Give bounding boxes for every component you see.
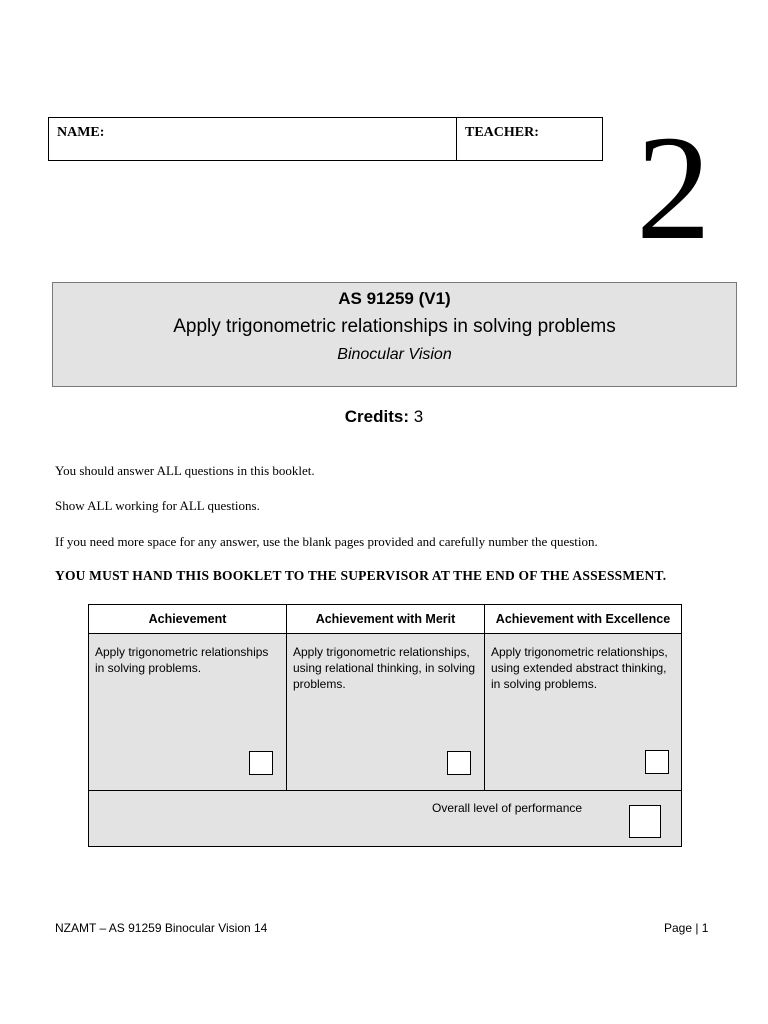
booklet-subtitle: Binocular Vision xyxy=(337,346,452,363)
credits-line xyxy=(0,407,768,427)
teacher-label: TEACHER: xyxy=(465,125,539,140)
standard-code: AS 91259 (V1) xyxy=(338,289,451,308)
excellence-text: Apply trigonometric relationships, using extended abstract thinking, in solving problems. xyxy=(491,645,668,691)
credits-value: 3 xyxy=(413,407,424,426)
overall-label: Overall level of performance xyxy=(432,801,583,815)
header-excellence: Achievement with Excellence xyxy=(485,605,681,633)
instruction-answer-all: You should answer ALL questions in this booklet. xyxy=(55,463,315,478)
excellence-checkbox[interactable] xyxy=(645,750,669,774)
assessment-header-row xyxy=(89,605,681,634)
excellence-cell xyxy=(485,634,681,790)
assessment-table xyxy=(88,604,682,847)
header-achievement: Achievement xyxy=(89,605,287,633)
merit-cell xyxy=(287,634,485,790)
level-number: 2 xyxy=(636,105,711,271)
header-merit: Achievement with Merit xyxy=(287,605,485,633)
overall-row xyxy=(89,790,681,846)
standard-title: Apply trigonometric relationships in solving problems xyxy=(173,316,616,337)
achievement-checkbox[interactable] xyxy=(249,751,273,775)
instruction-show-working: Show ALL working for ALL questions. xyxy=(55,498,260,513)
name-teacher-box xyxy=(48,117,603,161)
teacher-field[interactable] xyxy=(457,118,602,160)
achievement-cell xyxy=(89,634,287,790)
merit-checkbox[interactable] xyxy=(447,751,471,775)
overall-checkbox[interactable] xyxy=(629,805,661,838)
title-panel xyxy=(52,282,737,387)
achievement-text: Apply trigonometric relationships in solving problems. xyxy=(95,645,269,675)
footer-page-number: Page | 1 xyxy=(664,921,709,935)
name-label: NAME: xyxy=(57,125,105,140)
credits-label: Credits: xyxy=(344,407,410,426)
footer-left: NZAMT – AS 91259 Binocular Vision 14 xyxy=(55,921,268,935)
name-field[interactable] xyxy=(49,118,457,160)
instruction-more-space: If you need more space for any answer, use the blank pages provided and carefully number the question. xyxy=(55,534,598,549)
instruction-hand-in: YOU MUST HAND THIS BOOKLET TO THE SUPERVISOR AT THE END OF THE ASSESSMENT. xyxy=(55,568,667,583)
merit-text: Apply trigonometric relationships, using relational thinking, in solving problems. xyxy=(293,645,476,691)
